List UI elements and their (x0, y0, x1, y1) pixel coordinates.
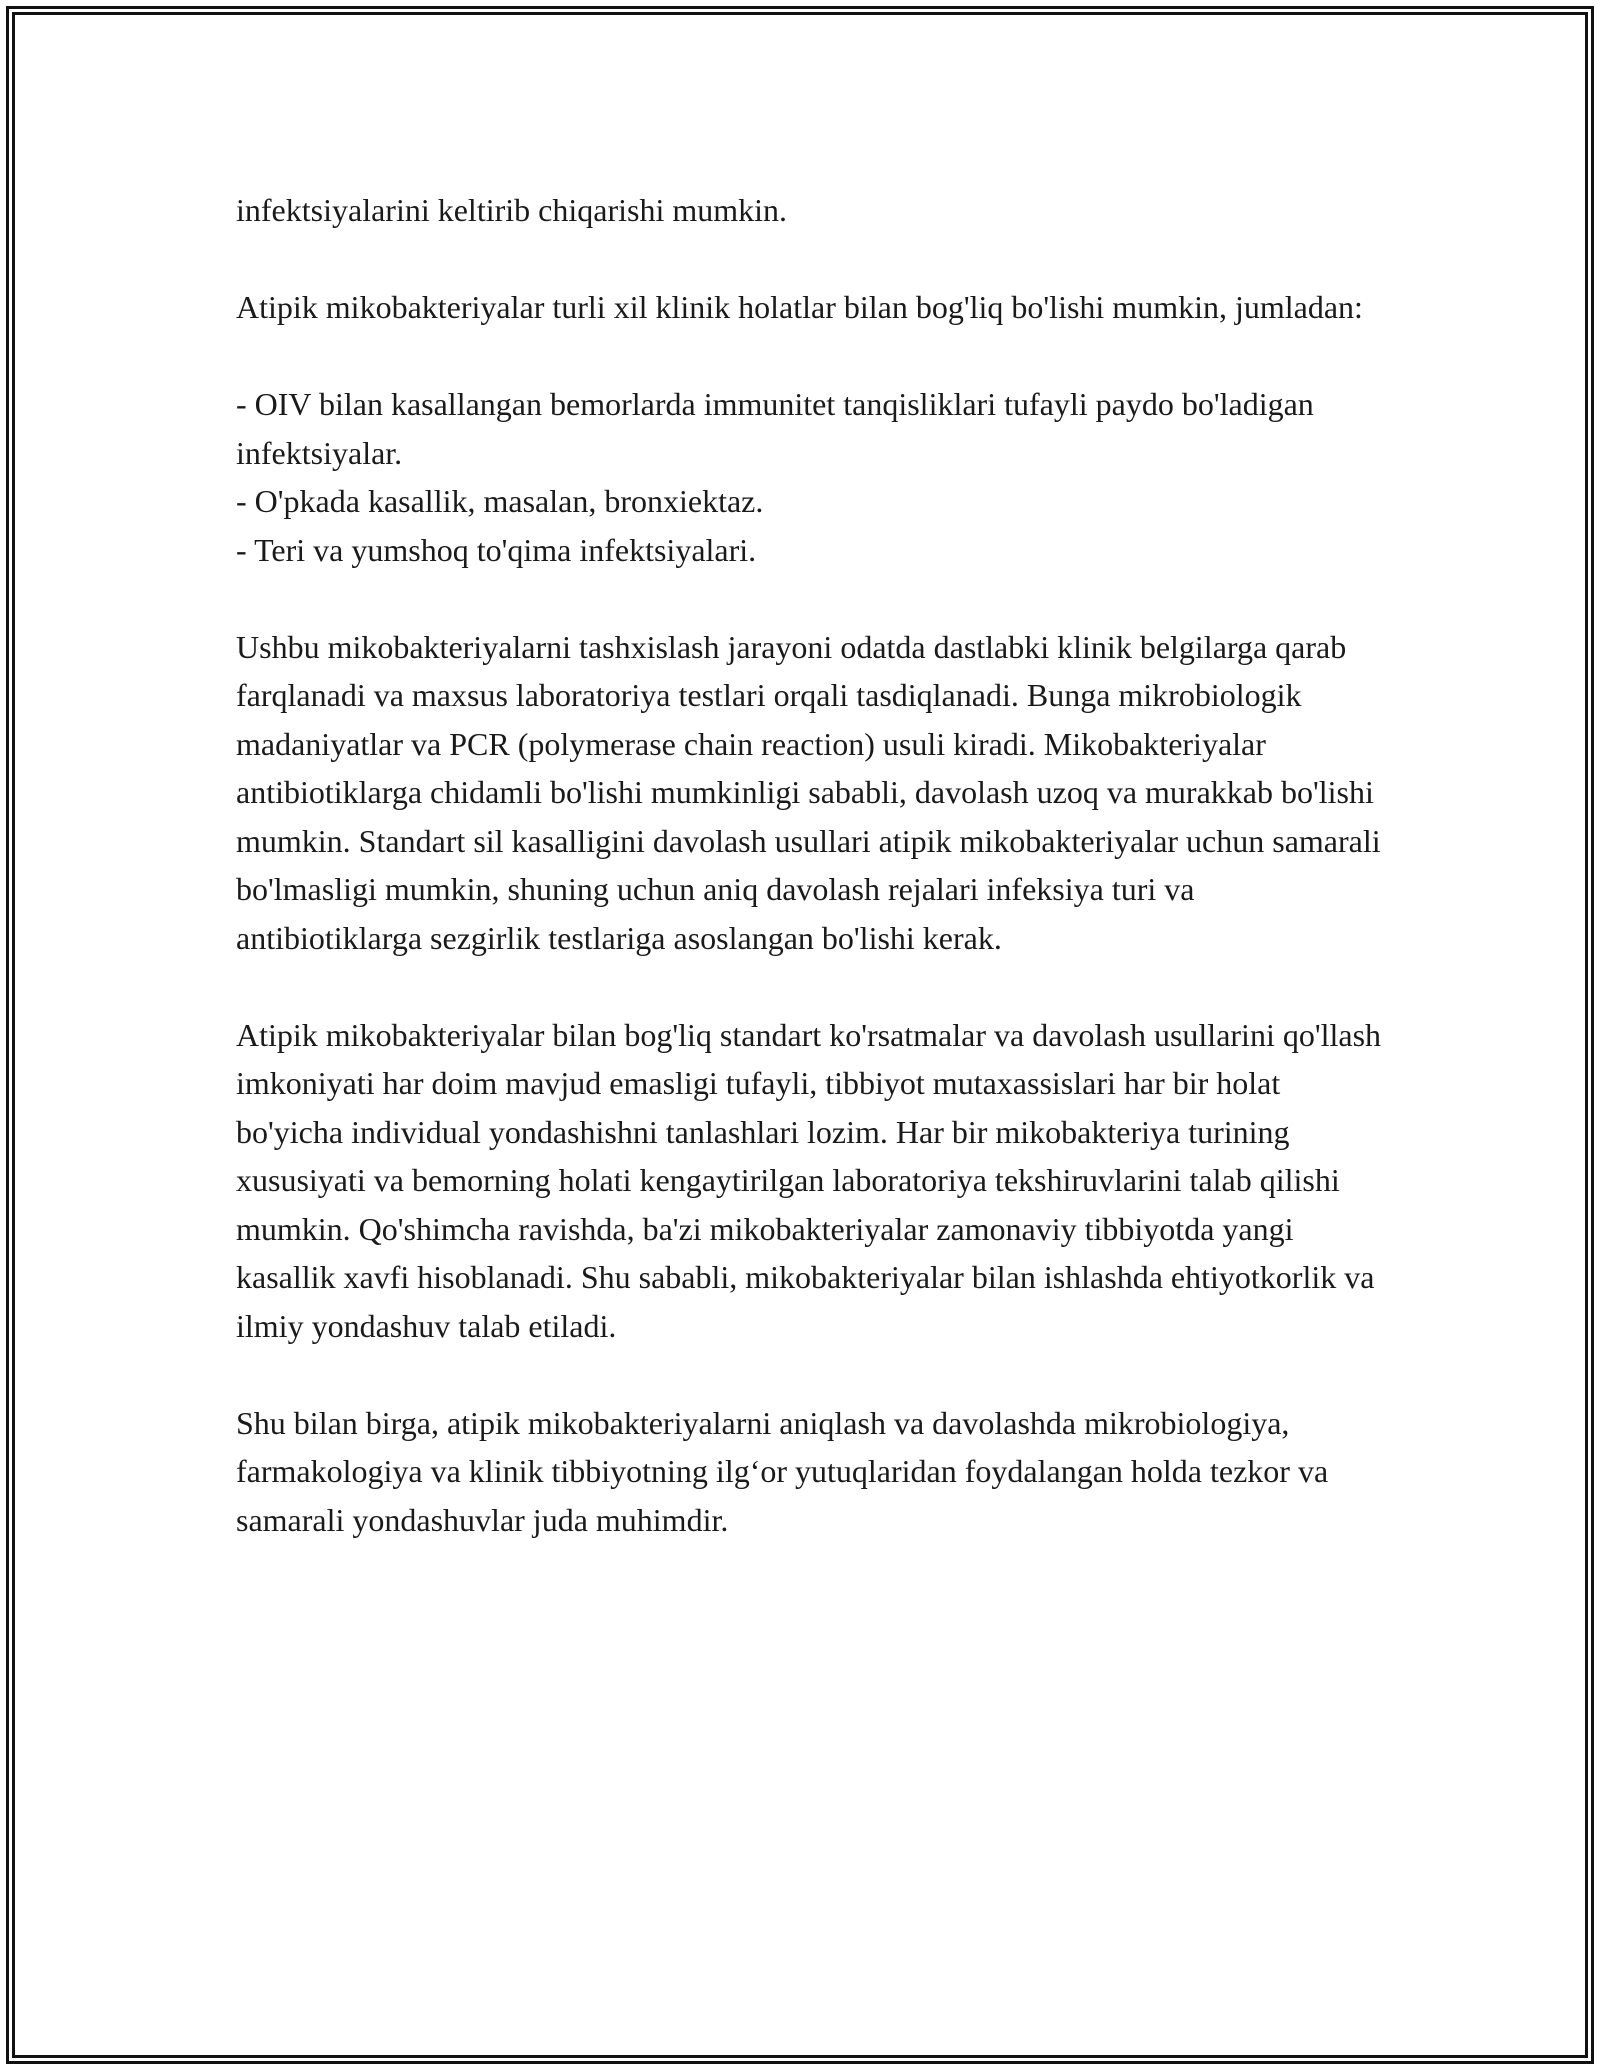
paragraph-continuation: infektsiyalarini keltirib chiqarishi mumkin. (236, 192, 787, 228)
paragraph-gap (236, 235, 1386, 284)
paragraph-gap (236, 574, 1386, 623)
list-item: - OIV bilan kasallangan bemorlarda immunitet tanqisliklari tufayli paydo bo'ladigan infektsiyalar. (236, 386, 1314, 471)
list-item: - O'pkada kasallik, masalan, bronxiektaz. (236, 483, 764, 519)
paragraph-diagnosis: Ushbu mikobakteriyalarni tashxislash jarayoni odatda dastlabki klinik belgilarga qarab farqlanadi va maxsus laboratoriya testlari orqali tasdiqlanadi. Bunga mikrobiologik madaniyatlar va PCR (polymerase chain reaction) usuli kiradi. Mikobakteriyalar antibiotiklarga chidamli bo'lishi mumkinligi sababli, davolash uzoq va murakkab bo'lishi mumkin. Standart sil kasalligini davolash usullari atipik mikobakteriyalar uchun samarali bo'lmasligi mumkin, shuning uchun aniq davolash rejalari infeksiya turi va antibiotiklarga sezgirlik testlariga asoslangan bo'lishi kerak. (236, 628, 1381, 956)
paragraph-gap (236, 962, 1386, 1011)
list-item: - Teri va yumshoq to'qima infektsiyalari. (236, 531, 757, 568)
paragraph-gap (236, 332, 1386, 381)
document-body (236, 186, 1386, 1544)
paragraph-conclusion: Shu bilan birga, atipik mikobakteriyalarni aniqlash va davolashda mikrobiologiya, farmakologiya va klinik tibbiyotning ilg‘or yutuqlaridan foydalangan holda tezkor va samarali yondashuvlar juda muhimdir. (236, 1404, 1329, 1538)
paragraph-approach: Atipik mikobakteriyalar bilan bog'liq standart ko'rsatmalar va davolash usullarini qo'llash imkoniyati har doim mavjud emasligi tufayli, tibbiyot mutaxassislari har bir holat bo'yicha individual yondashishni tanlashlari lozim. Har bir mikobakteriya turining xususiyati va bemorning holati kengaytirilgan laboratoriya tekshiruvlarini talab qilishi mumkin. Qo'shimcha ravishda, ba'zi mikobakteriyalar zamonaviy tibbiyotda yangi kasallik xavfi hisoblanadi. Shu sababli, mikobakteriyalar bilan ishlashda ehtiyotkorlik va ilmiy yondashuv talab etiladi. (236, 1016, 1382, 1344)
paragraph-gap (236, 1350, 1386, 1399)
paragraph-intro: Atipik mikobakteriyalar turli xil klinik holatlar bilan bog'liq bo'lishi mumkin, jumladan: (236, 289, 1363, 325)
bullet-list (236, 380, 1386, 574)
